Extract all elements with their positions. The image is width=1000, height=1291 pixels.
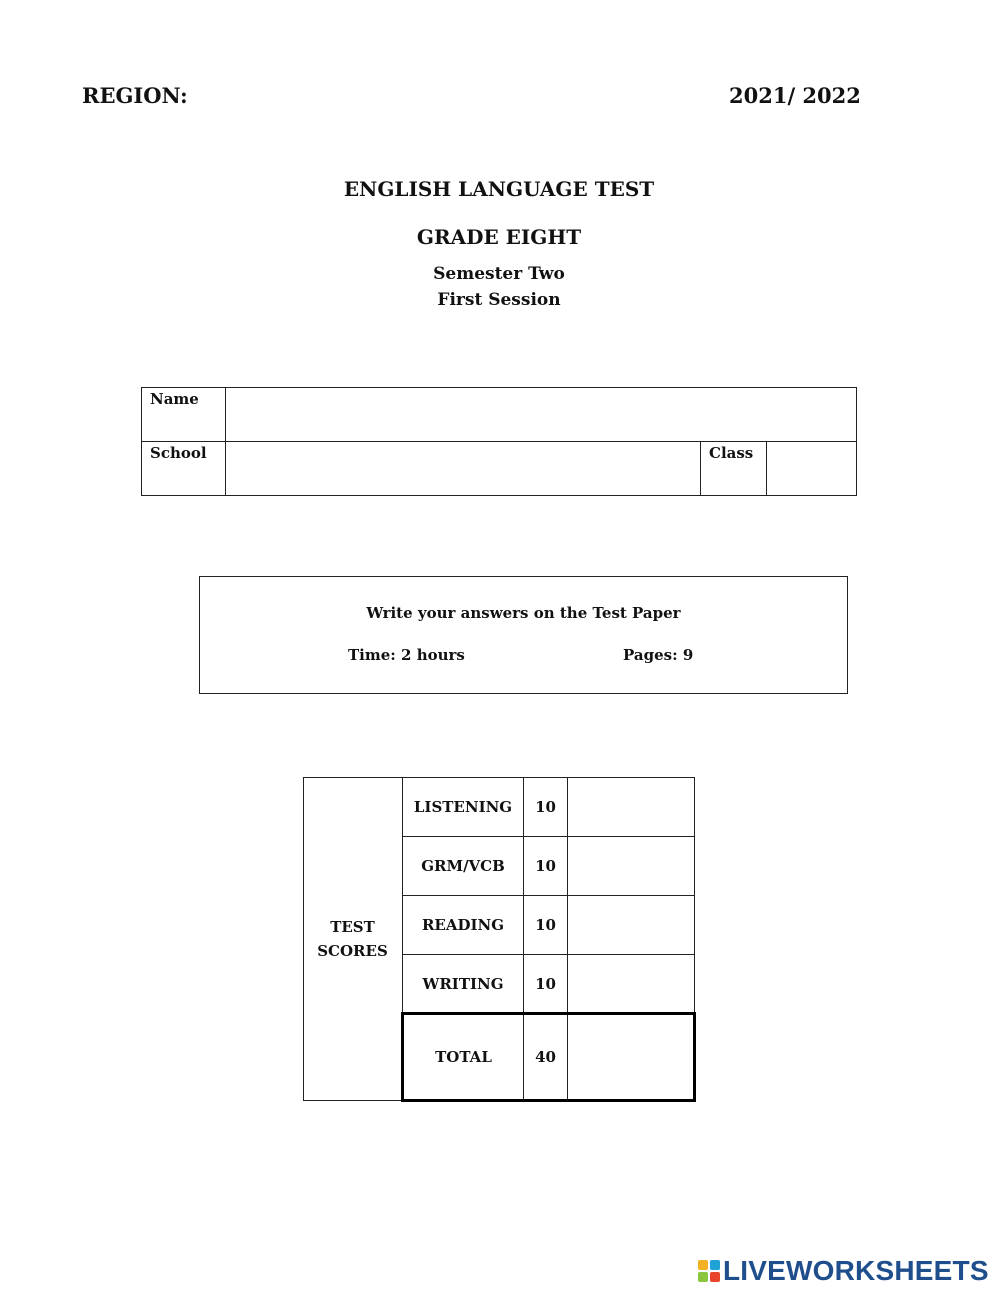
- liveworksheets-logo: [698, 1255, 989, 1287]
- class-field[interactable]: [767, 442, 857, 496]
- name-label: Name: [142, 388, 226, 442]
- max-writing: 10: [524, 955, 568, 1014]
- max-grm-vcb: 10: [524, 837, 568, 896]
- name-field[interactable]: [226, 388, 857, 442]
- liveworksheets-logo-text: LIVEWORKSHEETS: [723, 1255, 989, 1286]
- test-title: ENGLISH LANGUAGE TEST: [343, 177, 655, 201]
- score-grm-vcb-field[interactable]: [568, 837, 695, 896]
- test-scores-label: [304, 778, 403, 1101]
- score-reading-field[interactable]: [568, 896, 695, 955]
- max-listening: 10: [524, 778, 568, 837]
- section-listening: LISTENING: [403, 778, 524, 837]
- liveworksheets-logo-icon: [698, 1260, 720, 1282]
- section-reading: READING: [403, 896, 524, 955]
- student-info-table: [141, 387, 857, 496]
- session-label: First Session: [437, 290, 561, 310]
- school-field[interactable]: [226, 442, 701, 496]
- pages-text: Pages: 9: [623, 646, 694, 664]
- grade-title: GRADE EIGHT: [416, 225, 582, 249]
- semester-label: Semester Two: [433, 264, 565, 284]
- instructions-text: Write your answers on the Test Paper: [366, 604, 681, 622]
- school-label: School: [142, 442, 226, 496]
- score-total-field[interactable]: [568, 1014, 695, 1101]
- section-total: TOTAL: [403, 1014, 524, 1101]
- region-label: REGION:: [82, 83, 188, 108]
- test-scores-label-line2: SCORES: [317, 942, 388, 960]
- score-listening-field[interactable]: [568, 778, 695, 837]
- test-scores-table: [303, 777, 696, 1102]
- school-year: 2021/ 2022: [729, 83, 861, 108]
- section-writing: WRITING: [403, 955, 524, 1014]
- max-reading: 10: [524, 896, 568, 955]
- section-grm-vcb: GRM/VCB: [403, 837, 524, 896]
- max-total: 40: [524, 1014, 568, 1101]
- time-text: Time: 2 hours: [348, 646, 465, 664]
- test-scores-label-line1: TEST: [330, 918, 375, 936]
- instructions-box: [199, 576, 848, 694]
- score-writing-field[interactable]: [568, 955, 695, 1014]
- class-label: Class: [701, 442, 767, 496]
